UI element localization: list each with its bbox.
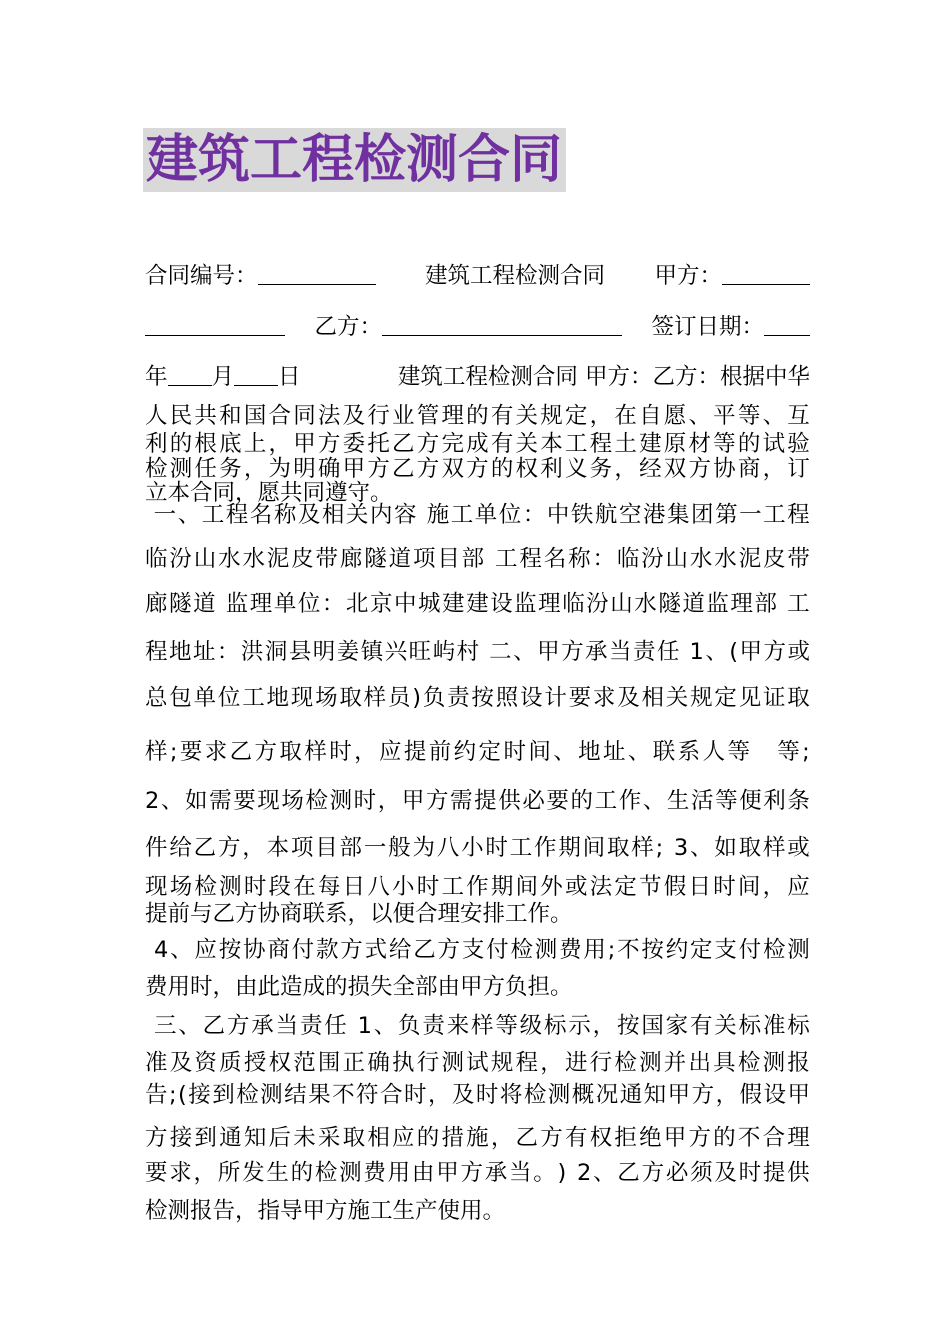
body-text-line: 程 地 址 ： 洪 洞 县 明 姜 镇 兴 旺 屿 村 二 、 甲 方 承 当 责 任 1 、 ( 甲 方 或 [145, 639, 810, 665]
party-a-label: 甲方： [654, 263, 722, 289]
day-label: 日 [278, 364, 301, 390]
header-group-contract-no [145, 258, 376, 290]
sign-date-label: 签订日期： [651, 314, 764, 340]
body-text-line: 临 汾 山 水 水 泥 皮 带 廊 隧 道 项 目 部 工 程 名 称 ： 临 汾 山 水 水 泥 皮 带 [145, 546, 810, 572]
body-text-line: 样 ; 要 求 乙 方 取 样 时 ， 应 提 前 约 定 时 间 、 地 址 、 联 系 人 等 等 ; [145, 739, 810, 765]
party-b-label: 乙方： [314, 314, 382, 340]
body-text-line: 件 给 乙 方 ， 本 项 目 部 一 般 为 八 小 时 工 作 期 间 取 样 ; 3 、 如 取 样 或 [145, 835, 810, 861]
header-group-sign-date [651, 309, 810, 341]
body-text-line: 人 民 共 和 国 合 同 法 及 行 业 管 理 的 有 关 规 定 ， 在 自 愿 、 平 等 、 互 [145, 403, 810, 429]
body-text-line: 总 包 单 位 工 地 现 场 取 样 员 ) 负 责 按 照 设 计 要 求 及 相 关 规 定 见 证 取 [145, 685, 810, 711]
body-text-line: 2 、 如 需 要 现 场 检 测 时 ， 甲 方 需 提 供 必 要 的 工 作 、 生 活 等 便 利 条 [145, 788, 810, 814]
header-group-party-b [314, 309, 622, 341]
body-text-line: 一 、 工 程 名 称 及 相 关 内 容 施 工 单 位 ： 中 铁 航 空 港 集 团 第 一 工 程 [153, 502, 810, 528]
body-text-line: 要 求 ， 所 发 生 的 检 测 费 用 由 甲 方 承 当 。 ) 2 、 乙 方 必 须 及 时 提 供 [145, 1160, 810, 1186]
party-b-blank [382, 334, 622, 336]
body-text-line: 立本合同，愿共同遵守。 [145, 480, 393, 506]
year-label: 年 [145, 364, 168, 390]
body-text-line: 利 的 根 底 上 ， 甲 方 委 托 乙 方 完 成 有 关 本 工 程 土 建 原 材 等 的 试 验 [145, 431, 810, 457]
body-text-line: 三 、 乙 方 承 当 责 任 1 、 负 责 来 样 等 级 标 示 ， 按 国 家 有 关 标 准 标 [153, 1013, 810, 1039]
contract-name: 建筑工程检测合同 [424, 263, 605, 289]
document-title: 建筑工程检测合同 [143, 128, 566, 192]
body-text-line: 廊 隧 道 监 理 单 位 ： 北 京 中 城 建 建 设 监 理 临 汾 山 水 隧 道 监 理 部 工 [145, 591, 810, 617]
date-fields [145, 359, 301, 391]
body-text-line: 4 、 应 按 协 商 付 款 方 式 给 乙 方 支 付 检 测 费 用 ; 不 按 约 定 支 付 检 测 [153, 937, 810, 963]
body-text-line: 检 测 任 务 ， 为 明 确 甲 方 乙 方 双 方 的 权 利 义 务 ， 经 双 方 协 商 ， 订 [145, 456, 810, 482]
body-text-line: 现 场 检 测 时 段 在 每 日 八 小 时 工 作 期 间 外 或 法 定 节 假 日 时 间 ， 应 [145, 874, 810, 900]
body-text-line: 告 ; ( 接 到 检 测 结 果 不 符 合 时 ， 及 时 将 检 测 概 况 通 知 甲 方 ， 假 设 甲 [145, 1082, 810, 1108]
body-text-line: 建筑工程检测合同 甲方：乙方：根据中华 [397, 364, 810, 390]
body-line-date [145, 359, 810, 391]
header-line-1 [145, 258, 810, 290]
body-text-line: 费用时，由此造成的损失全部由甲方负担。 [145, 974, 573, 1000]
contract-no-label: 合同编号： [145, 263, 258, 289]
day-blank [234, 384, 278, 386]
contract-no-blank [258, 283, 376, 285]
body-text-line: 提前与乙方协商联系，以便合理安排工作。 [145, 901, 573, 927]
party-a-blank [722, 283, 810, 285]
sign-date-blank [764, 334, 810, 336]
month-blank [168, 384, 212, 386]
header-group-party-a [654, 258, 810, 290]
month-label: 月 [211, 364, 235, 390]
body-text-line: 方 接 到 通 知 后 未 采 取 相 应 的 措 施 ， 乙 方 有 权 拒 绝 甲 方 的 不 合 理 [145, 1125, 810, 1151]
body-text-line: 检测报告，指导甲方施工生产使用。 [145, 1198, 506, 1224]
party-a-blank-continued [145, 334, 285, 336]
header-line-2 [145, 309, 810, 341]
body-text-line: 准 及 资 质 授 权 范 围 正 确 执 行 测 试 规 程 ， 进 行 检 测 并 出 具 检 测 报 [145, 1050, 810, 1076]
